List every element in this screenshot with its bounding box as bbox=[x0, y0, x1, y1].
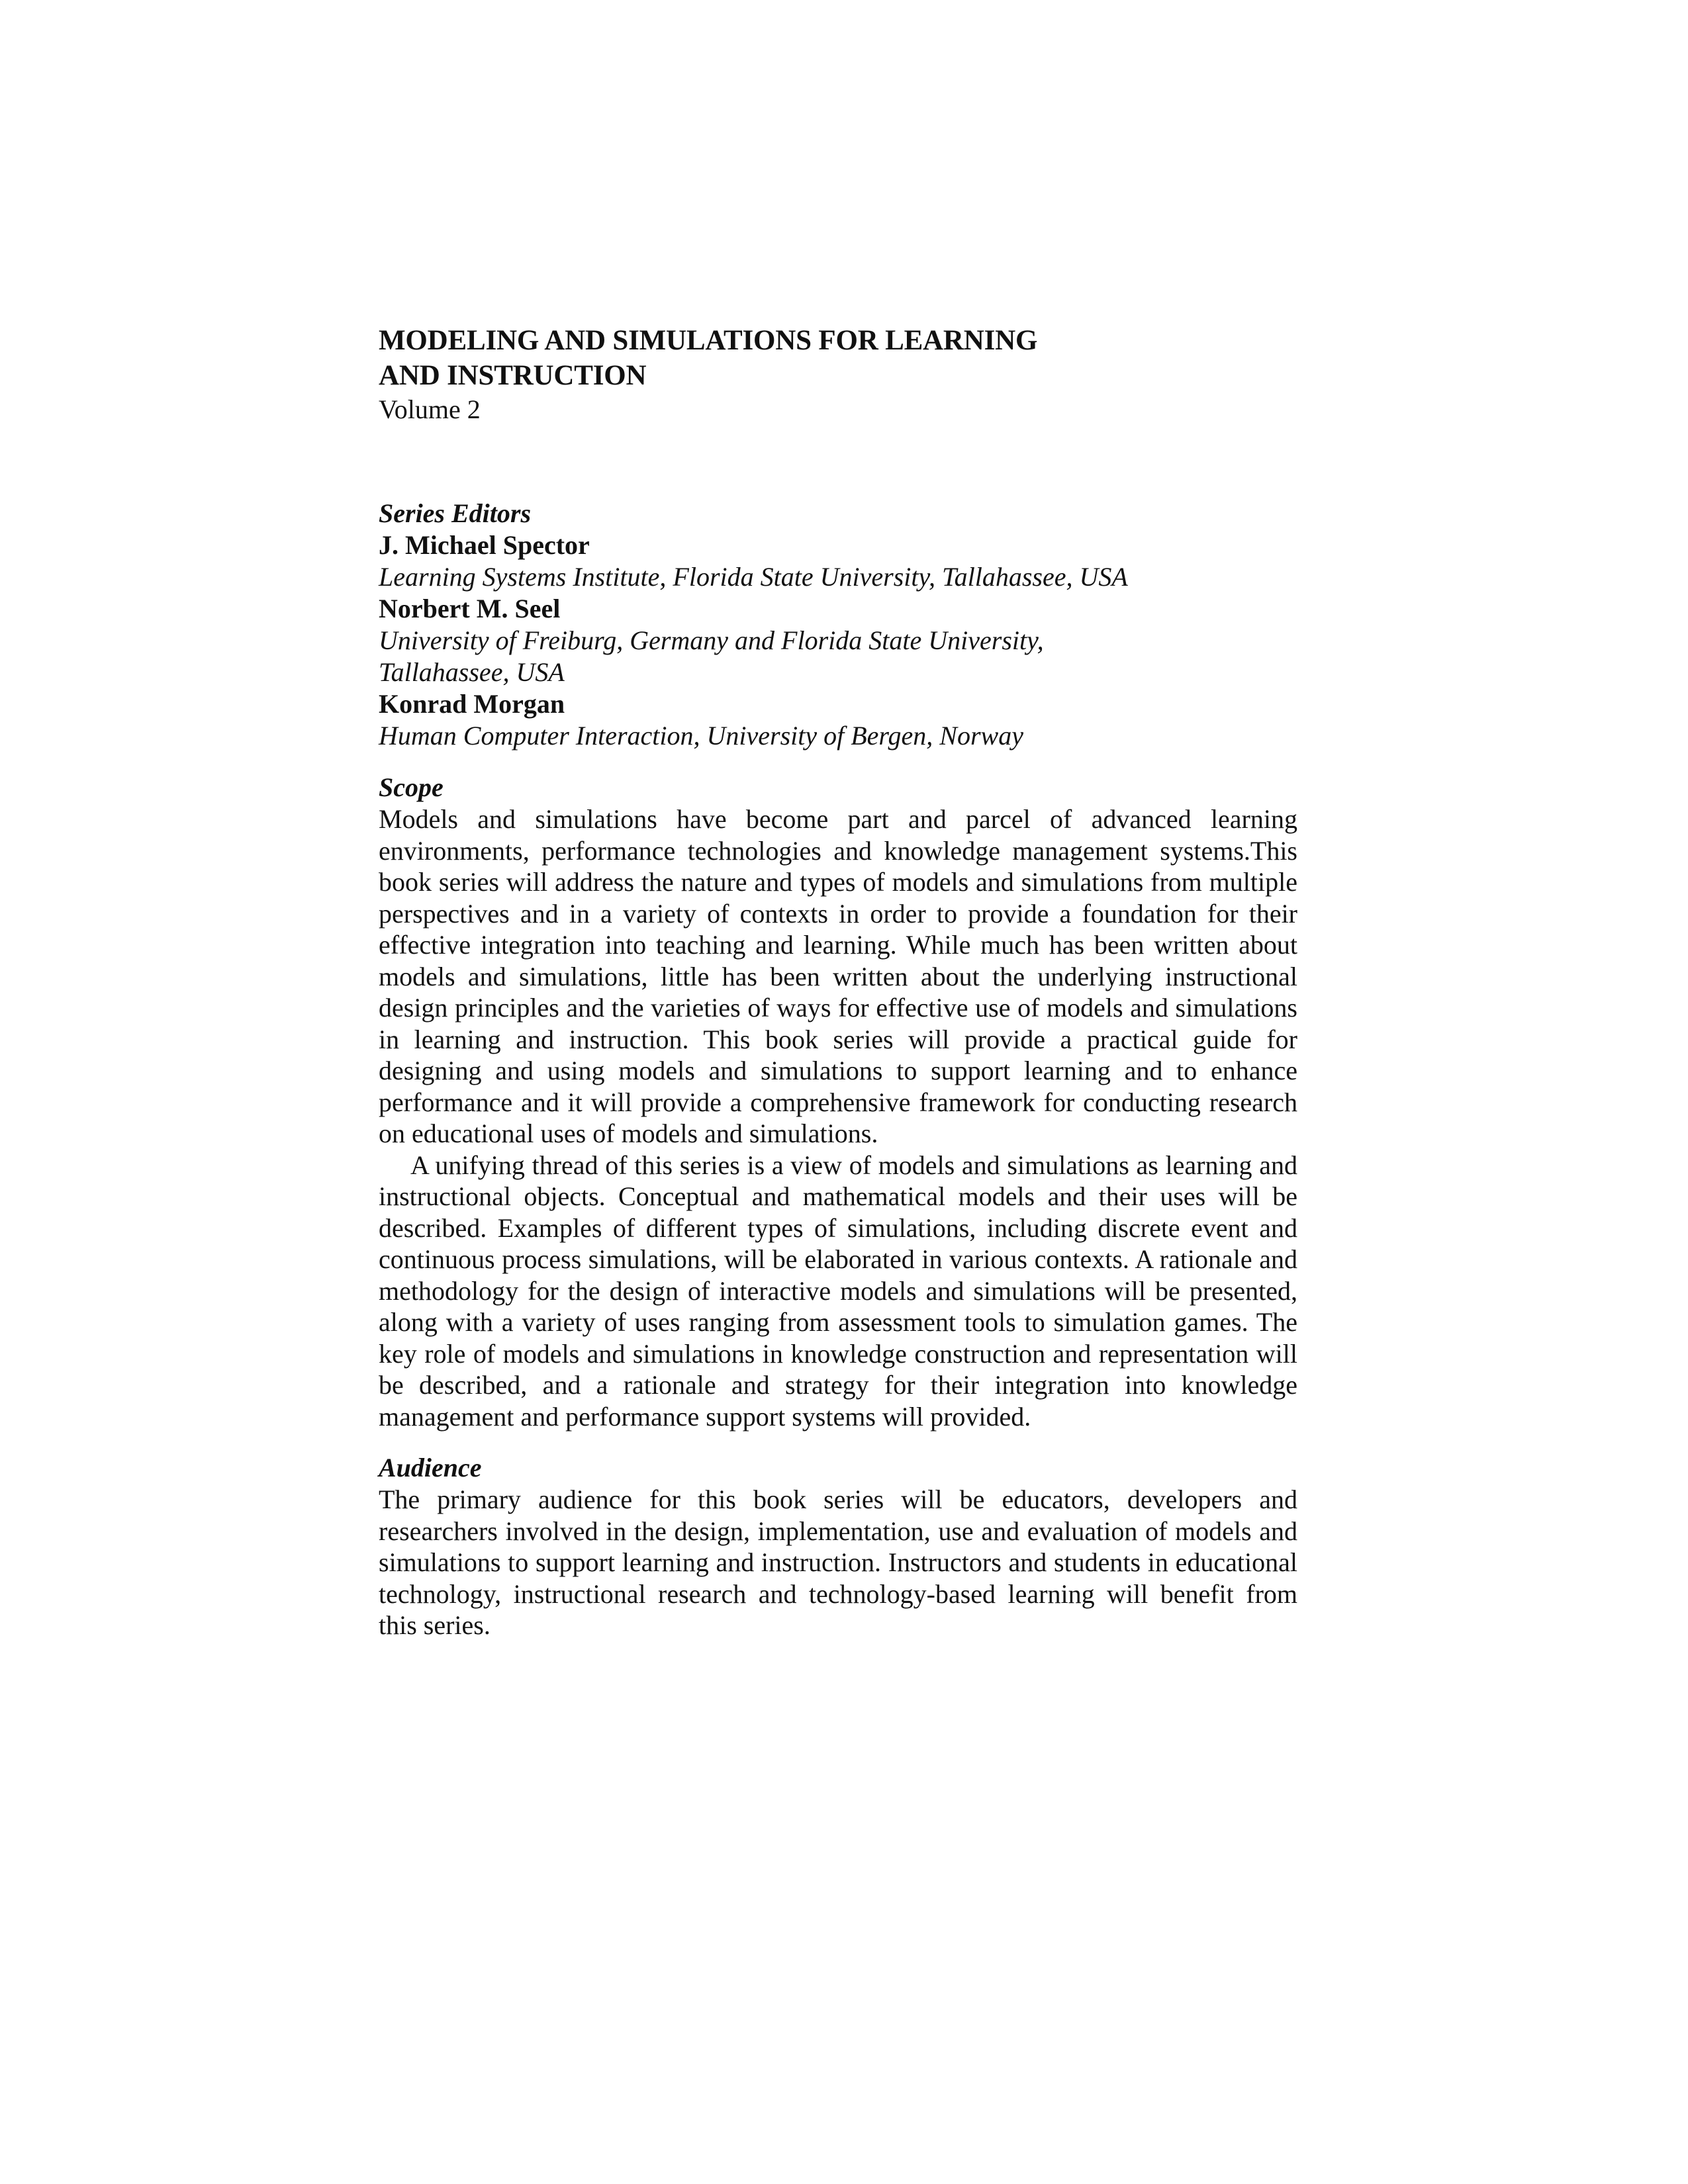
audience-heading: Audience bbox=[379, 1453, 482, 1482]
editor-affiliation: University of Freiburg, Germany and Florida State University, Tallahassee, USA bbox=[379, 625, 1044, 687]
scope-paragraph: Models and simulations have become part and parcel of advanced learning environments, performance technologies and knowledge management systems.This book series will address the nature and types of models and simulations from multiple perspectives and in a variety of contexts in order to provide a foundation for their effective integration into teaching and learning. While much has been written about models and simulations, little has been written about the underlying instructional design principles and the varieties of ways for effective use of models and simulations in learning and instruction. This book series will provide a practical guide for designing and using models and simulations to support learning and to enhance performance and it will provide a comprehensive framework for conducting research on educational uses of models and simulations. bbox=[379, 804, 1297, 1148]
scope-paragraph: A unifying thread of this series is a view of models and simulations as learning and instructional objects. Conceptual and mathematical models and their uses will be described. Examples of different types of simulations, including discrete event and continuous process simulations, will be elaborated in various contexts. A rationale and methodology for the design of interactive models and simulations will be presented, along with a variety of uses ranging from assessment tools to simulation games. The key role of models and simulations in knowledge construction and representation will be described, and a rationale and strategy for their integration into knowledge management and performance support systems will provided. bbox=[379, 1150, 1297, 1432]
series-title bbox=[379, 323, 1297, 393]
spacer bbox=[379, 1432, 1297, 1452]
editor-name: Norbert M. Seel bbox=[379, 594, 561, 623]
editor-name: J. Michael Spector bbox=[379, 530, 590, 560]
scope-heading: Scope bbox=[379, 772, 444, 802]
spacer bbox=[379, 426, 1297, 498]
editor-name: Konrad Morgan bbox=[379, 689, 565, 719]
scope-section bbox=[379, 772, 1297, 1432]
series-title-line-2: AND INSTRUCTION bbox=[379, 360, 647, 391]
audience-paragraph: The primary audience for this book series will be educators, developers and researchers involved in the design, implementation, use and evaluation of models and simulations to support learning and instruction. Instructors and students in educational technology, instructional research and technology-based learning will benefit from this series. bbox=[379, 1484, 1297, 1640]
editor-affiliation: Human Computer Interaction, University of Bergen, Norway bbox=[379, 721, 1023, 751]
audience-section bbox=[379, 1452, 1297, 1641]
editor-affiliation: Learning Systems Institute, Florida State University, Tallahassee, USA bbox=[379, 562, 1128, 592]
page-content bbox=[379, 323, 1297, 1641]
spacer bbox=[379, 752, 1297, 772]
volume-label: Volume 2 bbox=[379, 394, 481, 424]
series-editors-heading: Series Editors bbox=[379, 498, 532, 528]
series-editors-section bbox=[379, 498, 1297, 752]
series-title-line-1: MODELING AND SIMULATIONS FOR LEARNING bbox=[379, 325, 1038, 356]
